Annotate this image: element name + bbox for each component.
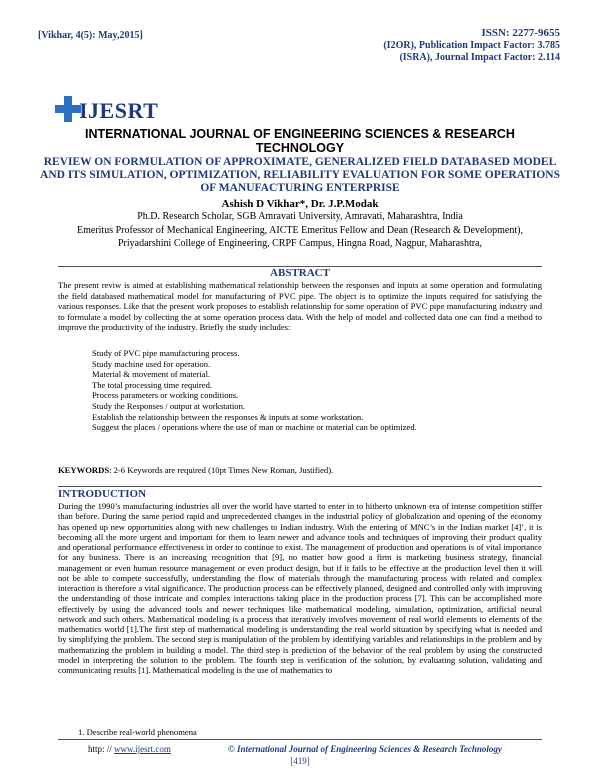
abstract-list (92, 348, 542, 433)
list-item: The total processing time required. (92, 379, 213, 390)
list-item: Material & movement of material. (92, 369, 211, 380)
list-item: Process parameters or working conditions. (92, 390, 239, 401)
introduction-heading: INTRODUCTION (58, 488, 147, 500)
journal-name: INTERNATIONAL JOURNAL OF ENGINEERING SCIENCES & RESEARCH TECHNOLOGY (85, 127, 515, 155)
keywords-label: KEYWORDS (58, 465, 110, 475)
url-prefix: http: // (88, 744, 115, 754)
affiliations (40, 210, 560, 251)
copyright: © International Journal of Engineering Sciences & Research Technology (228, 744, 502, 754)
affiliation-line: Ph.D. Research Scholar, SGB Amravati University, Amravati, Maharashtra, India (137, 211, 463, 222)
header-right (383, 27, 560, 65)
paper-title: REVIEW ON FORMULATION OF APPROXIMATE, GENERALIZED FIELD DATABASED MODEL AND ITS SIMULATION, OPTIMIZATION, RELIABILITY EVALUATION FOR SOME OPERATIONS OF MANUFACTURING ENTERPRISE (40, 156, 560, 194)
introduction-body: During the 1990’s manufacturing industries all over the world have started to enter in to hitherto unknown era of intense competition stiffer than before. During the same period rapid and unprecedented changes in the industrial policy of globalization and opening of the economy has opened up new opportunities along with new challenges to Indian industry. With the entering of MNC’s in the Indian market [4]’, it is becoming all the more urgent and important for them to learn newer and advance tools and techniques of improving their product quality and operational performance effectiveness in order to continue to exist. The management of production and operations is of vital importance for any business. There is an increasing recognition that [9], no matter how good a firm is marketing business strategy, financial management or even human resource management or even product design, but if it fails to be effective at the production level then it will not be able to compete successfully, understanding the flow of materials through the manufacturing process with related and complex interaction is therefore a vital significance. The production process can be effectively planned, designed and controlled only with improving the understanding of those intricate and complex interactions taking place in the production process [7]. This can be accomplished more effectively by using the advanced tools and newer techniques like mathematical modeling, simulation, optimization, artificial neural network and such others. Mathematical modeling is a process that iteratively involves movement of real world elements to elements of the mathematics world [1].The first step of mathematical modeling is understanding the real world situation by specifying what is needed and by simplifying the problem. The second step is manipulation of the problem by identifying variables and relationships in the problem and by mathematizing the problem in building a model. The third step is prediction of the behavior of the real problem by using the constructed model in interpreting the solution to the problem. The fourth step is verification of the solution, by evaluating solution, validating and communicating results [1]. Mathematical modeling is the use of mathematics to (58, 501, 542, 675)
list-item: Establish the relationship between the responses & inputs at some workstation. (92, 411, 364, 422)
abstract-heading: ABSTRACT (270, 267, 330, 279)
issn: ISSN: 2277-9655 (481, 27, 560, 39)
divider (58, 486, 542, 487)
affiliation-line: Emeritus Professor of Mechanical Engineering, AICTE Emeritus Fellow and Dean (Research & Development), (77, 224, 523, 236)
logo-text: IJESRT (79, 98, 159, 123)
keywords (58, 465, 542, 476)
abstract-body: The present reviw is aimed at establishing mathematical relationship between the responses and inputs at some operation and formulating the field databased mathematical model for manufacturing of PVC pipe. The object is to optimize the inputs required for satisfying the various responses. Like that the present work proposes to establish relationship for some operation of PVC pipe manufacturing industry and to formulate a model by collecting the at some operation process data. With the help of model and collected data one can find a method to improve the productivity of the industry. Briefly the study includes: (58, 280, 542, 333)
footer-divider (58, 739, 542, 740)
keywords-text: : 2-6 Keywords are required (10pt Times New Roman, Justified). (109, 465, 334, 475)
footer-url (88, 744, 171, 754)
list-item: Study machine used for operation. (92, 358, 211, 369)
list-item: Suggest the places / operations where the use of man or machine or material can be optimized. (92, 422, 417, 433)
authors: Ashish D Vikhar*, Dr. J.P.Modak (221, 198, 379, 210)
impact-factor-2: (ISRA), Journal Impact Factor: 2.114 (399, 52, 560, 63)
citation: [Vikhar, 4(5): May,2015] (38, 30, 143, 41)
list-item: Study the Responses / output at workstation. (92, 400, 246, 411)
journal-link[interactable]: www.ijesrt.com (114, 744, 171, 754)
list-item: Study of PVC pipe manufacturing process. (92, 348, 240, 358)
affiliation-line: Priyadarshini College of Engineering, CRPF Campus, Hingna Road, Nagpur, Maharashtra, (118, 238, 482, 249)
plus-icon (55, 96, 81, 122)
page-number: [419] (290, 756, 310, 766)
numbered-list-item: 1. Describe real-world phenomena (78, 727, 197, 737)
impact-factor-1: (I2OR), Publication Impact Factor: 3.785 (383, 39, 560, 51)
